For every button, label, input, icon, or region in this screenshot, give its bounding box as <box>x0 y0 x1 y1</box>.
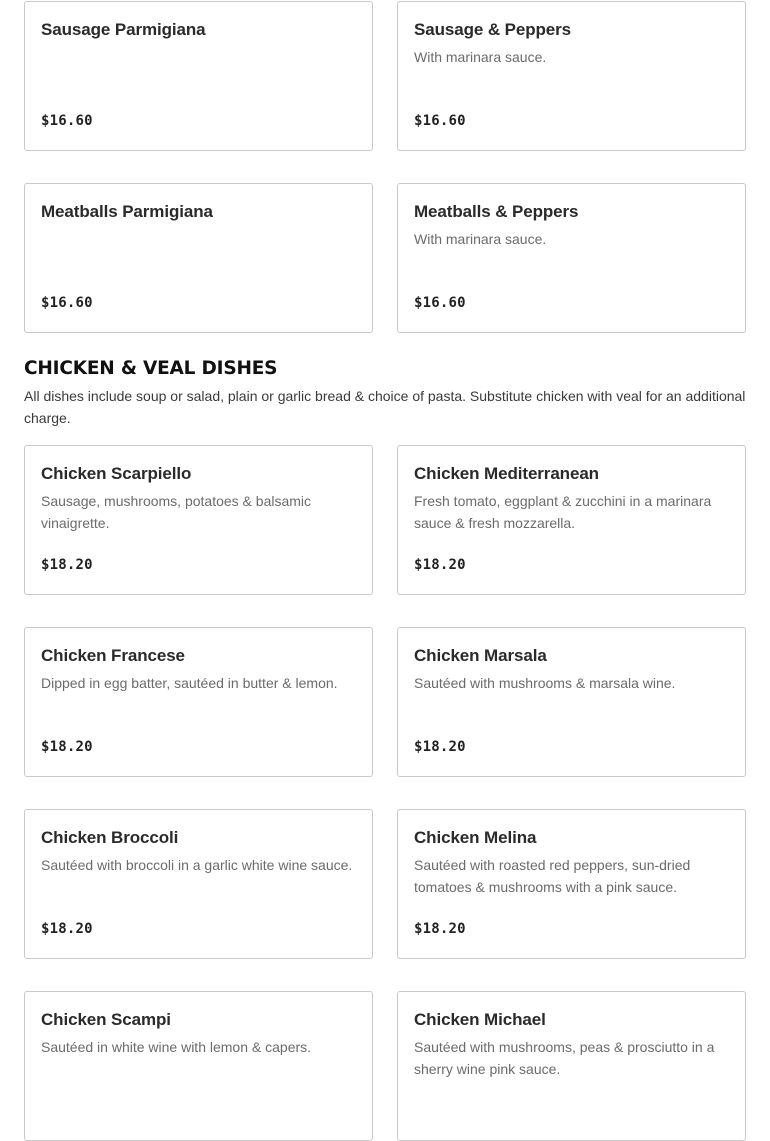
menu-item-price: $18.20 <box>41 921 93 937</box>
menu-item-card-meatballs-peppers[interactable] <box>397 183 746 333</box>
menu-item-card-chicken-michael[interactable] <box>397 991 746 1141</box>
menu-item-name: Chicken Scampi <box>41 1010 171 1029</box>
menu-item-card-chicken-francese[interactable] <box>24 627 373 777</box>
menu-item-price: $18.20 <box>414 557 466 573</box>
menu-item-card-chicken-scampi[interactable] <box>24 991 373 1141</box>
menu-item-name: Chicken Melina <box>414 828 537 847</box>
menu-item-price: $16.60 <box>414 113 466 129</box>
menu-item-description: Sautéed with mushrooms, peas & prosciutto in a sherry wine pink sauce. <box>414 1039 715 1077</box>
menu-item-name: Chicken Francese <box>41 646 185 665</box>
menu-item-description: Dipped in egg batter, sautéed in butter & lemon. <box>41 675 338 691</box>
menu-item-price: $16.60 <box>41 295 93 311</box>
menu-item-price: $18.20 <box>414 921 466 937</box>
menu-item-description: With marinara sauce. <box>414 49 547 65</box>
menu-item-name: Chicken Mediterranean <box>414 464 599 483</box>
menu-item-description: Fresh tomato, eggplant & zucchini in a marinara sauce & fresh mozzarella. <box>414 493 712 531</box>
section-description: All dishes include soup or salad, plain or garlic bread & choice of pasta. Substitute chicken with veal for an additional charge. <box>24 388 746 426</box>
menu-item-description: With marinara sauce. <box>414 231 547 247</box>
menu-item-name: Chicken Michael <box>414 1010 546 1029</box>
menu-item-card-chicken-melina[interactable] <box>397 809 746 959</box>
menu-item-name: Sausage & Peppers <box>414 20 572 39</box>
menu-item-description: Sautéed with broccoli in a garlic white wine sauce. <box>41 857 353 873</box>
menu-item-card-sausage-peppers[interactable] <box>397 1 746 151</box>
section-title: CHICKEN & VEAL DISHES <box>24 358 278 379</box>
menu-item-price: $16.60 <box>414 295 466 311</box>
menu-item-price: $18.20 <box>41 557 93 573</box>
menu-item-card-chicken-mediterranean[interactable] <box>397 445 746 595</box>
menu-item-card-chicken-marsala[interactable] <box>397 627 746 777</box>
menu-item-name: Meatballs Parmigiana <box>41 202 213 221</box>
menu-item-card-sausage-parmigiana[interactable] <box>24 1 373 151</box>
menu-item-card-chicken-broccoli[interactable] <box>24 809 373 959</box>
menu-item-name: Chicken Broccoli <box>41 828 179 847</box>
menu-item-name: Chicken Scarpiello <box>41 464 192 483</box>
menu-item-name: Sausage Parmigiana <box>41 20 206 39</box>
menu-item-description: Sausage, mushrooms, potatoes & balsamic vinaigrette. <box>41 493 312 531</box>
menu-item-card-meatballs-parmigiana[interactable] <box>24 183 373 333</box>
menu-items-grid-chicken <box>24 445 746 1141</box>
menu-items-grid-top <box>24 1 746 333</box>
menu-item-description: Sautéed in white wine with lemon & capers. <box>41 1039 312 1055</box>
menu-item-description: Sautéed with mushrooms & marsala wine. <box>414 675 676 691</box>
menu-item-price: $16.60 <box>41 113 93 129</box>
menu-item-description: Sautéed with roasted red peppers, sun-dried tomatoes & mushrooms with a pink sauce. <box>414 857 691 895</box>
menu-item-price: $18.20 <box>41 739 93 755</box>
menu-item-name: Chicken Marsala <box>414 646 547 665</box>
menu-item-card-chicken-scarpiello[interactable] <box>24 445 373 595</box>
menu-item-name: Meatballs & Peppers <box>414 202 579 221</box>
menu-item-price: $18.20 <box>414 739 466 755</box>
